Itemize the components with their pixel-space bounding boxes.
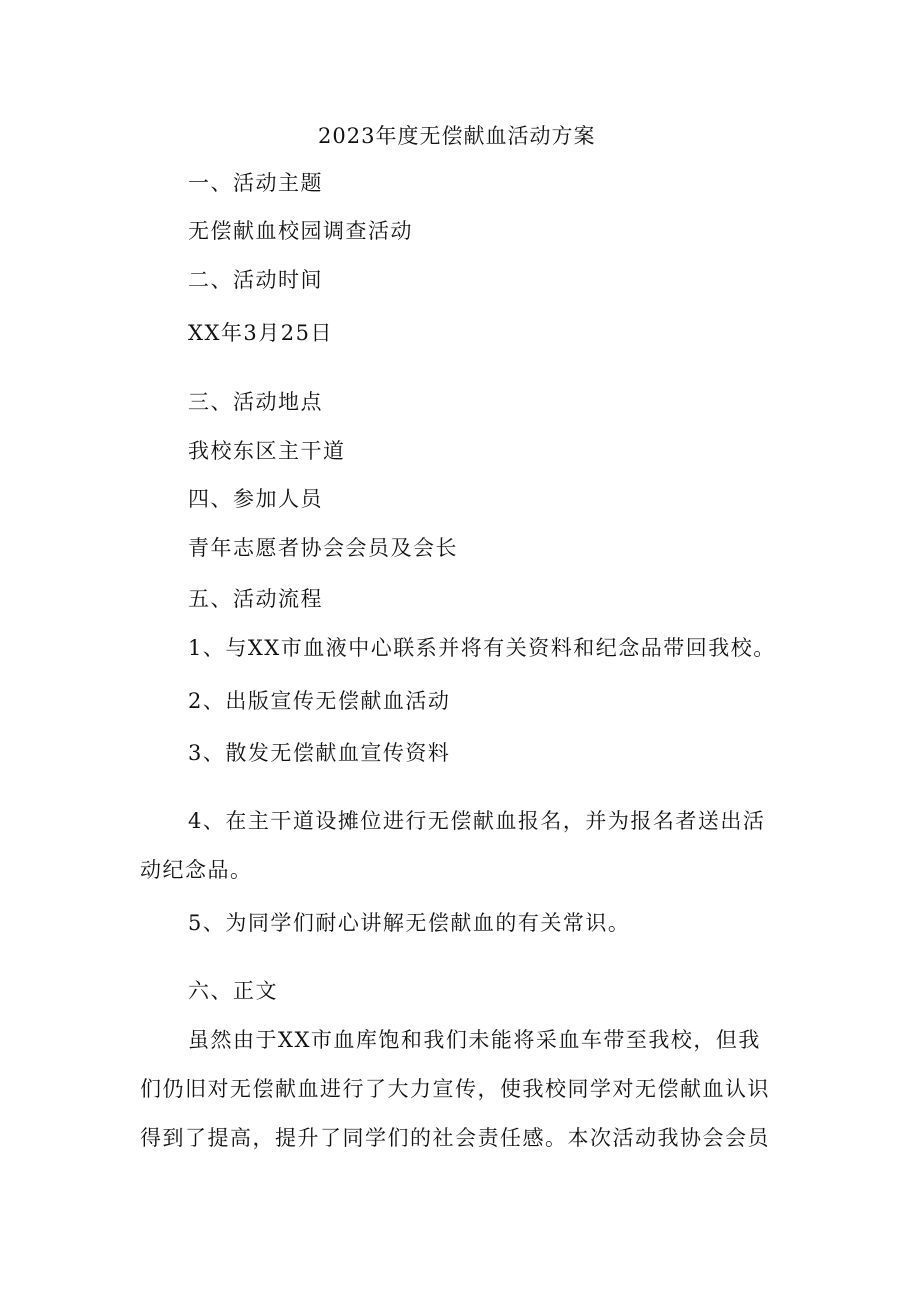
process-step-3: 3、散发无偿献血宣传资料 (188, 741, 451, 765)
section-heading-participants: 四、参加人员 (188, 487, 323, 511)
body-paragraph-line-3: 得到了提高，提升了同学们的社会责任感。本次活动我协会会员 (140, 1126, 770, 1150)
body-paragraph-line-2: 们仍旧对无偿献血进行了大力宣传，使我校同学对无偿献血认识 (140, 1077, 770, 1101)
section-heading-body: 六、正文 (188, 979, 278, 1003)
section-heading-theme: 一、活动主题 (188, 171, 323, 195)
section-content-location: 我校东区主干道 (188, 439, 346, 463)
section-heading-process: 五、活动流程 (188, 587, 323, 611)
document-title: 2023年度无偿献血活动方案 (318, 124, 596, 148)
section-heading-time: 二、活动时间 (188, 268, 323, 292)
section-content-theme: 无偿献血校园调查活动 (188, 219, 413, 243)
process-step-4-continued: 动纪念品。 (140, 858, 253, 882)
body-paragraph-line-1: 虽然由于XX市血库饱和我们未能将采血车带至我校，但我 (188, 1028, 761, 1052)
process-step-2: 2、出版宣传无偿献血活动 (188, 689, 451, 713)
process-step-5: 5、为同学们耐心讲解无偿献血的有关常识。 (188, 911, 631, 935)
section-content-time: XX年3月25日 (188, 321, 333, 345)
process-step-1: 1、与XX市血液中心联系并将有关资料和纪念品带回我校。 (188, 636, 776, 660)
section-heading-location: 三、活动地点 (188, 390, 323, 414)
process-step-4: 4、在主干道设摊位进行无偿献血报名，并为报名者送出活 (188, 809, 766, 833)
section-content-participants: 青年志愿者协会会员及会长 (188, 536, 458, 560)
